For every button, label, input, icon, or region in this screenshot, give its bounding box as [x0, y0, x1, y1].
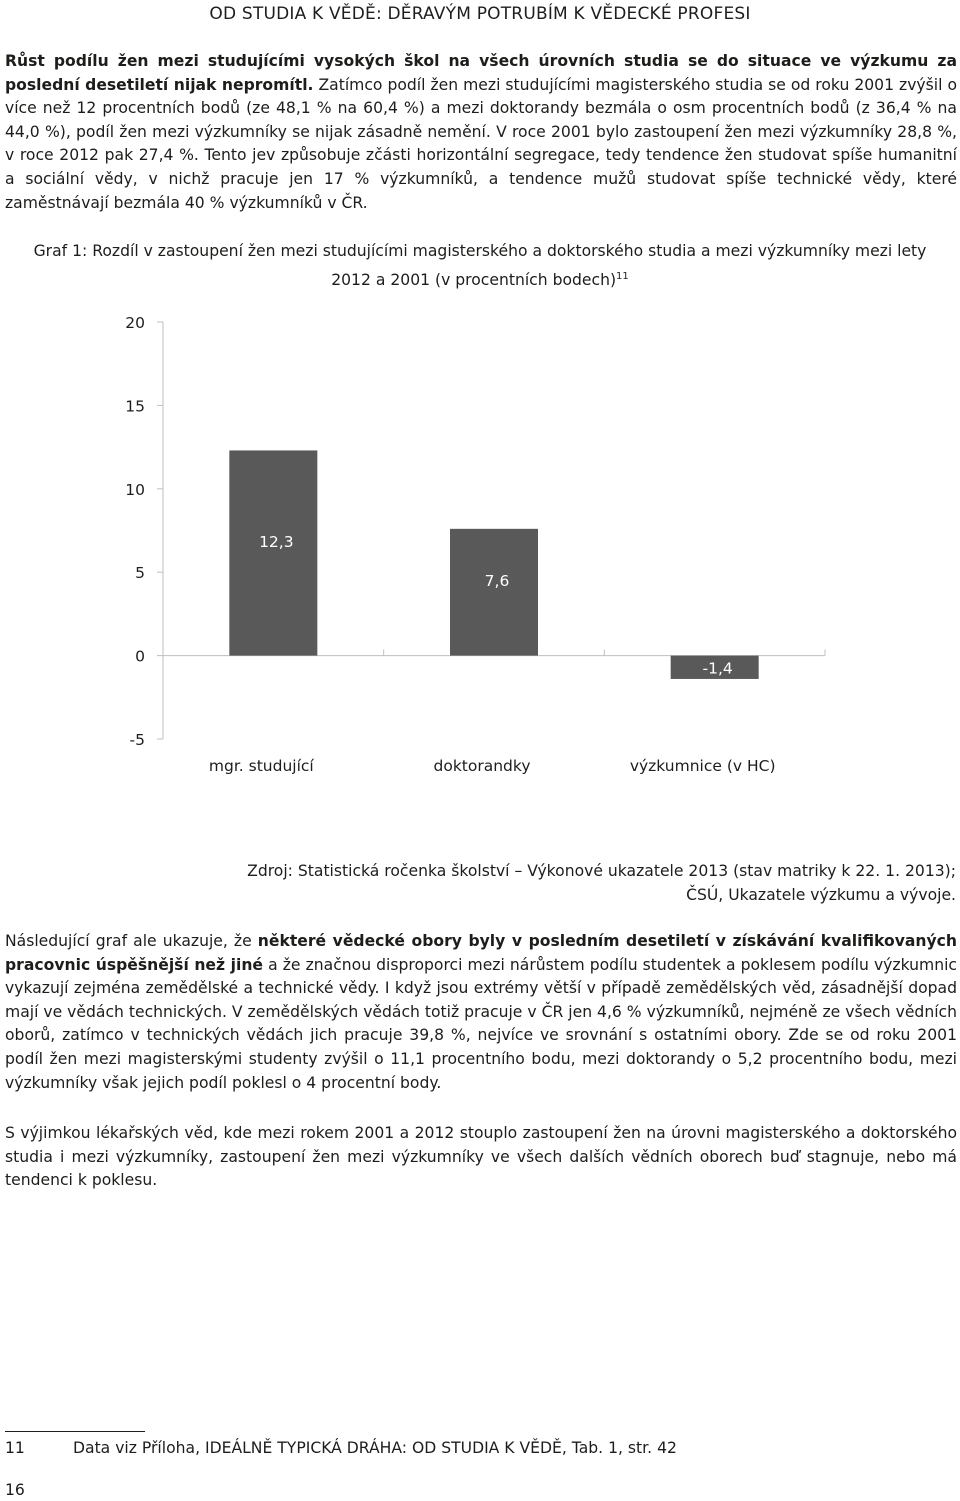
p2-post: a že značnou disproporci mezi nárůstem podílu studentek a poklesem podílu výzkumnic vykazují zejména zemědělské a technické vědy. I když jsou extrémy větší v případě zemědělských věd, zásadnější dopad mají ve vědách technických. V zemědělských vědách totiž pracuje v ČR jen 4,6 % výzkumníků, nejméně ze všech vědních oborů, zatímco v technických vědách jich pracuje 39,8 %, nejvíce ve srovnání s ostatními obory. Zde se od roku 2001 podíl žen mezi magisterskými studenty zvýšil o 11,1 procentního bodu, mezi doktorandy o 5,2 procentního bodu, mezi výzkumníky však jejich podíl poklesl o 4 procentní body.: [5, 955, 958, 1092]
footnote-divider: [5, 1431, 145, 1432]
y-tick-label: -5: [129, 731, 145, 749]
intro-lead: Růst podílu žen mezi studujícími vysokých škol na všech úrovních studia se do situace ve výzkumu za poslední desetiletí nijak nepromítl.: [5, 52, 957, 94]
caption-text: Graf 1: Rozdíl v zastoupení žen mezi studujícími magisterského a doktorského studia a mezi výzkumníky mezi lety 2012 a 2001 (v procentních bodech): [33, 242, 927, 290]
y-tick-label: 15: [125, 397, 145, 416]
chart-bars: [229, 450, 758, 679]
body-paragraph-2: [5, 930, 957, 1095]
page-number: 16: [5, 1481, 25, 1499]
y-tick-label: 20: [125, 314, 145, 332]
y-tick-label: 0: [135, 647, 145, 666]
bar: [450, 529, 538, 656]
category-label: mgr. studující: [208, 757, 314, 775]
category-label: výzkumnice (v HC): [629, 757, 776, 775]
p2-bold: některé vědecké obory byly v posledním desetiletí v získávání kvalifikovaných pracovnic úspěšnější než jiné: [5, 932, 957, 974]
bar-value-label: 7,6: [484, 572, 510, 591]
body-paragraph-3: S výjimkou lékařských věd, kde mezi rokem 2001 a 2012 stouplo zastoupení žen na úrovni magisterského a doktorského studia i mezi výzkumníky, zastoupení žen mezi výzkumníky ve všech dalších vědních oborech buď stagnuje, nebo má tendenci k poklesu.: [5, 1124, 957, 1190]
source-line-1: Zdroj: Statistická ročenka školství – Výkonové ukazatele 2013 (stav matriky k 22. 1. 2013);: [247, 862, 956, 880]
p2-pre: Následující graf ale ukazuje, že: [5, 932, 258, 950]
y-tick-label: 10: [125, 480, 145, 499]
bar-value-label: -1,4: [702, 659, 733, 678]
bar: [229, 450, 317, 655]
footnote-ref: 11: [616, 271, 629, 282]
bar-value-label: 12,3: [259, 533, 294, 552]
figure-source: [196, 860, 956, 907]
intro-paragraph: [5, 50, 957, 215]
footnote-number: 11: [5, 1439, 25, 1457]
figure-caption: [20, 238, 940, 293]
bar-chart: [0, 290, 960, 790]
source-line-2: ČSÚ, Ukazatele výzkumu a vývoje.: [686, 885, 956, 904]
footnote: [5, 1439, 677, 1457]
y-tick-label: 5: [135, 564, 145, 583]
intro-text: Zatímco podíl žen mezi studujícími magisterského studia se od roku 2001 zvýšil o více než 12 procentních bodů (ze 48,1 % na 60,4 %) a mezi doktorandy bezmála o osm procentních bodů (z 36,4 % na 44,0 %), podíl žen mezi výzkumníky se nijak zásadně nemění. V roce 2001 bylo zastoupení žen mezi výzkumníky 28,8 %, v roce 2012 pak 27,4 %. Tento jev způsobuje zčásti horizontální segregace, tedy tendence žen studovat spíše humanitní a sociální vědy, v nichž pracuje jen 17 % výzkumníků, a tendence mužů studovat spíše technické vědy, které zaměstnávají bezmála 40 % výzkumníků v ČR.: [5, 75, 957, 212]
footnote-text: Data viz Příloha, IDEÁLNĚ TYPICKÁ DRÁHA: OD STUDIA K VĚDĚ, Tab. 1, str. 42: [73, 1439, 677, 1457]
category-label: doktorandky: [433, 757, 531, 775]
running-header: OD STUDIA K VĚDĚ: DĚRAVÝM POTRUBÍM K VĚDECKÉ PROFESI: [209, 4, 751, 24]
